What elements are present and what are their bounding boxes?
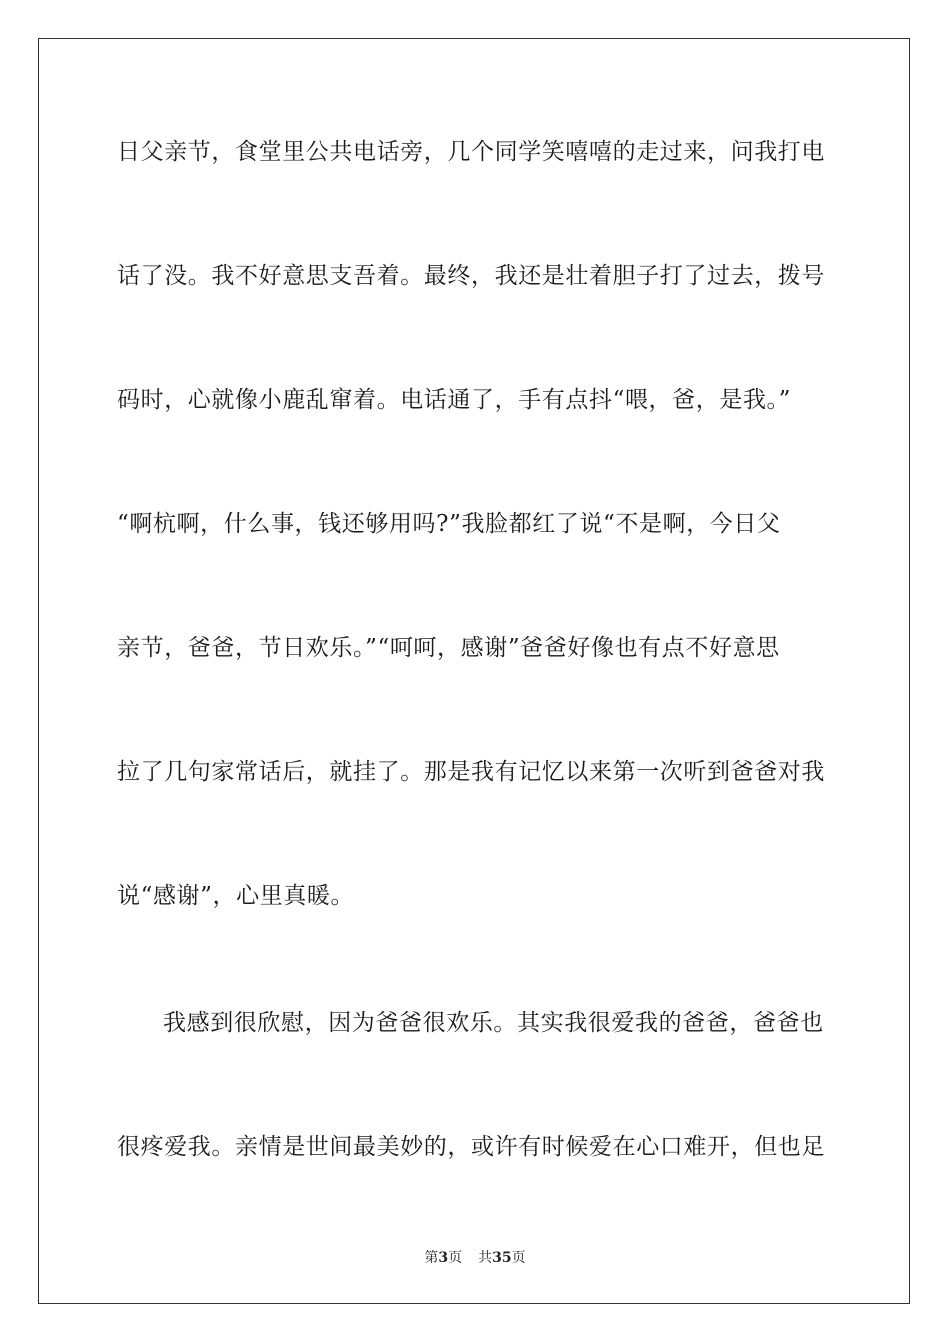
page-footer bbox=[0, 1249, 950, 1267]
text-line: “啊杭啊，什么事，钱还够用吗?”我脸都红了说“不是啊，今日父 bbox=[117, 511, 781, 537]
total-label-suffix: 页 bbox=[511, 1250, 526, 1266]
text-line: 说“感谢”，心里真暖。 bbox=[117, 883, 355, 909]
total-label-prefix: 共 bbox=[478, 1250, 493, 1266]
page-label-suffix: 页 bbox=[448, 1250, 463, 1266]
text-line: 码时，心就像小鹿乱窜着。电话通了，手有点抖“喂，爸，是我。” bbox=[117, 387, 792, 413]
total-pages: 35 bbox=[492, 1250, 512, 1266]
page-border bbox=[38, 38, 910, 1304]
text-line: 拉了几句家常话后，就挂了。那是我有记忆以来第一次听到爸爸对我 bbox=[117, 759, 825, 785]
page-number: 3 bbox=[438, 1250, 449, 1266]
text-line: 日父亲节，食堂里公共电话旁，几个同学笑嘻嘻的走过来，问我打电 bbox=[117, 139, 825, 165]
text-line: 很疼爱我。亲情是世间最美妙的，或许有时候爱在心口难开，但也足 bbox=[117, 1134, 825, 1160]
paragraph-first-line: 我感到很欣慰，因为爸爸很欢乐。其实我很爱我的爸爸，爸爸也 bbox=[163, 1010, 824, 1036]
text-line: 亲节，爸爸，节日欢乐。”“呵呵，感谢”爸爸好像也有点不好意思 bbox=[117, 635, 780, 661]
page-label-prefix: 第 bbox=[424, 1250, 439, 1266]
text-line: 话了没。我不好意思支吾着。最终，我还是壮着胆子打了过去，拨号 bbox=[117, 263, 825, 289]
